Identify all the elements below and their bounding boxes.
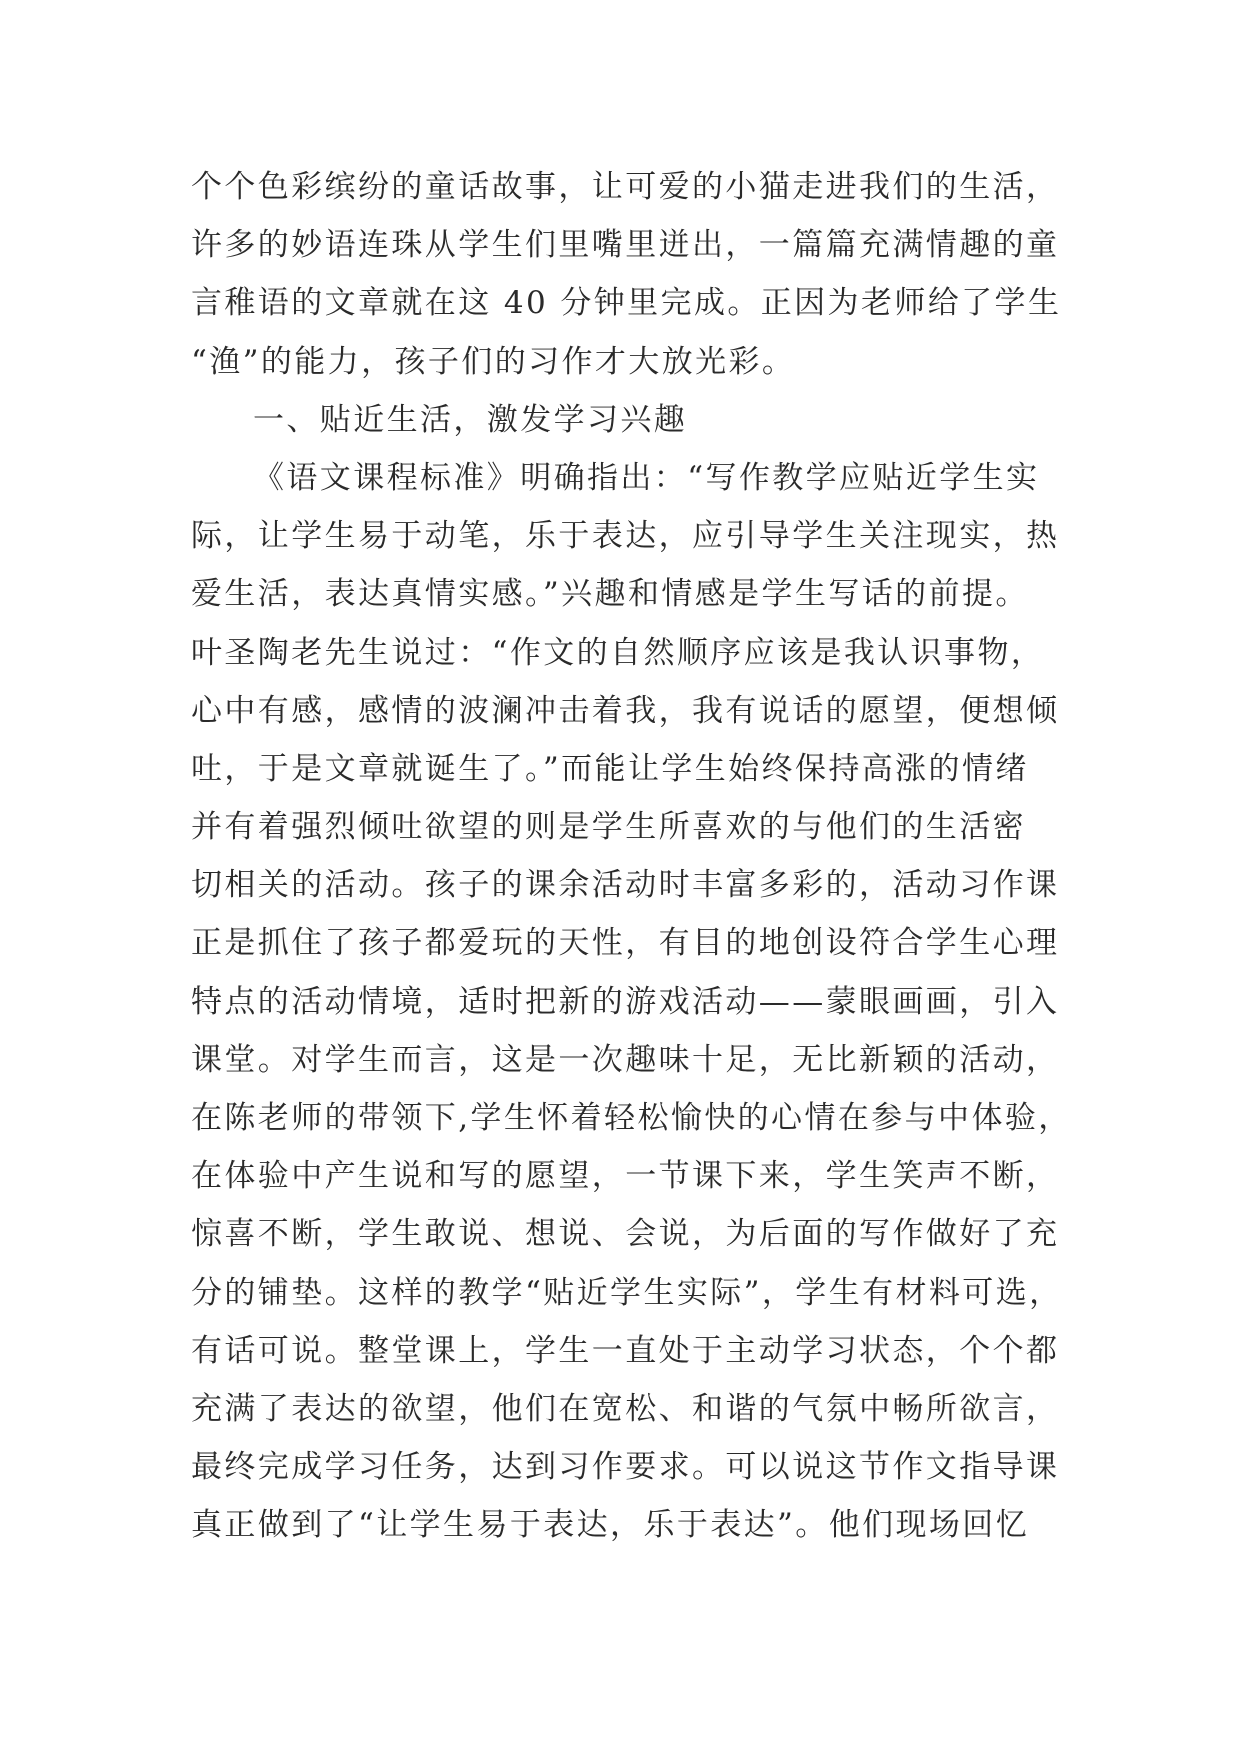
text-line: 并有着强烈倾吐欲望的则是学生所喜欢的与他们的生活密 — [191, 809, 1026, 846]
text-line: 分的铺垫。这样的教学“贴近学生实际”，学生有材料可选， — [191, 1274, 1063, 1311]
text-line: 切相关的活动。孩子的课余活动时丰富多彩的，活动习作课 — [191, 867, 1060, 904]
text-line: 心中有感，感情的波澜冲击着我，我有说话的愿望，便想倾 — [191, 692, 1060, 729]
text-line: 叶圣陶老先生说过：“作文的自然顺序应该是我认识事物， — [191, 634, 1045, 671]
text-line: 有话可说。整堂课上，学生一直处于主动学习状态，个个都 — [191, 1332, 1060, 1369]
text-line: 爱生活，表达真情实感。”兴趣和情感是学生写话的前提。 — [191, 576, 1029, 613]
paragraph-first-line: 一、贴近生活，激发学习兴趣 — [253, 401, 688, 438]
text-line: 正是抓住了孩子都爱玩的天性，有目的地创设符合学生心理 — [191, 925, 1060, 962]
text-line: “渔”的能力，孩子们的习作才大放光彩。 — [191, 343, 796, 380]
text-line: 惊喜不断，学生敢说、想说、会说，为后面的写作做好了充 — [191, 1216, 1060, 1253]
text-line: 最终完成学习任务，达到习作要求。可以说这节作文指导课 — [191, 1449, 1060, 1486]
text-line: 特点的活动情境，适时把新的游戏活动——蒙眼画画，引入 — [191, 983, 1060, 1020]
text-line: 际，让学生易于动笔，乐于表达，应引导学生关注现实，热 — [191, 518, 1060, 555]
text-line: 个个色彩缤纷的童话故事，让可爱的小猫走进我们的生活， — [191, 169, 1060, 205]
paragraph-first-line: 《语文课程标准》明确指出：“写作教学应贴近学生实 — [253, 459, 1040, 496]
text-line: 课堂。对学生而言，这是一次趣味十足，无比新颖的活动， — [191, 1041, 1060, 1078]
text-line: 许多的妙语连珠从学生们里嘴里迸出，一篇篇充满情趣的童 — [191, 227, 1060, 264]
text-line: 充满了表达的欲望，他们在宽松、和谐的气氛中畅所欲言， — [191, 1390, 1060, 1427]
text-line: 真正做到了“让学生易于表达，乐于表达”。他们现场回忆 — [191, 1507, 1030, 1544]
body-text — [191, 158, 1072, 1555]
text-line: 在陈老师的带领下,学生怀着轻松愉快的心情在参与中体验， — [191, 1100, 1072, 1136]
text-line: 言稚语的文章就在这 40 分钟里完成。正因为老师给了学生 — [191, 285, 1062, 322]
text-line: 吐，于是文章就诞生了。”而能让学生始终保持高涨的情绪 — [191, 750, 1029, 787]
text-line: 在体验中产生说和写的愿望，一节课下来，学生笑声不断， — [191, 1158, 1060, 1195]
